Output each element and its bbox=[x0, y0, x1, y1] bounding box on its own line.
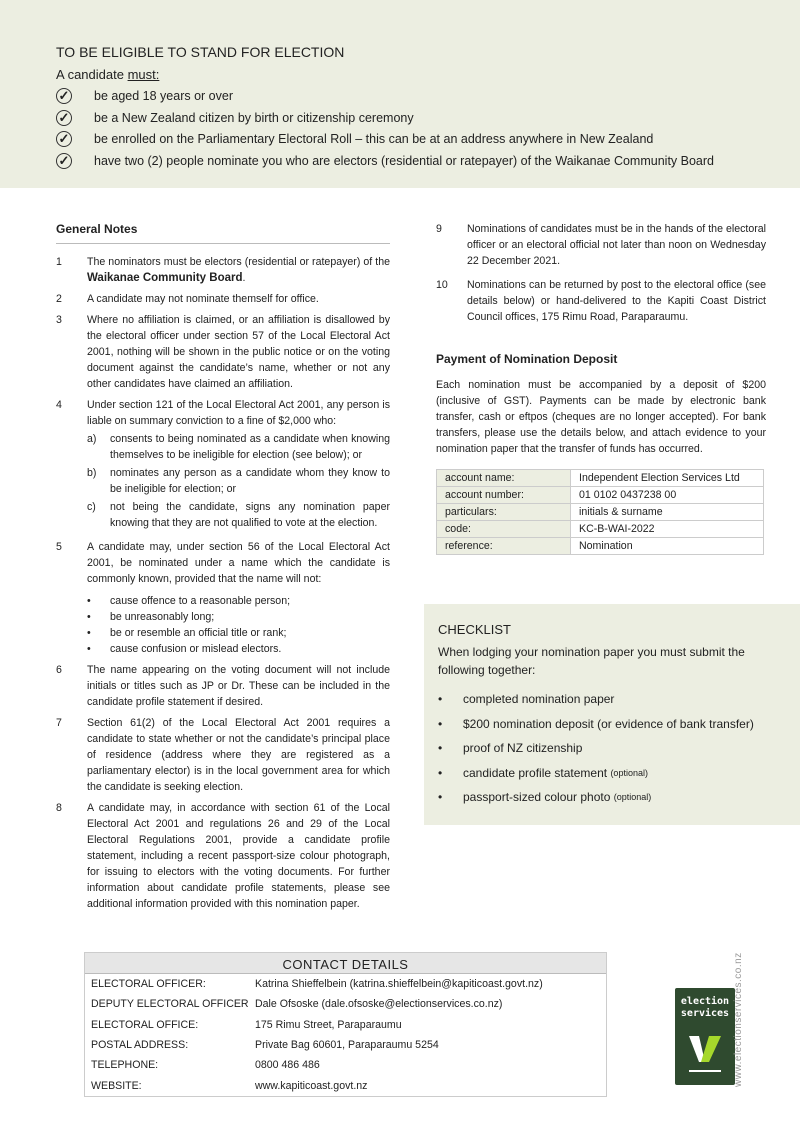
contact-value: 175 Rimu Street, Paraparaumu bbox=[255, 1018, 402, 1031]
bullet-item: cause offence to a reasonable person; bbox=[110, 595, 291, 607]
table-row bbox=[437, 538, 764, 555]
field-label: account number: bbox=[437, 487, 571, 504]
note-text: The nominators must be electors (residential or ratepayer) of the bbox=[87, 256, 390, 268]
general-notes bbox=[56, 221, 390, 917]
contact-row bbox=[85, 1055, 606, 1075]
contact-label: ELECTORAL OFFICE: bbox=[91, 1018, 199, 1031]
requirement-item bbox=[56, 110, 414, 126]
contact-details bbox=[84, 952, 607, 1097]
checklist-box bbox=[424, 604, 800, 825]
item-text: completed nomination paper bbox=[463, 692, 615, 707]
note-9: 9 Nominations of candidates must be in the hands of the electoral officer or an electoral official not later than noon on Wednesday 22 December 2021. bbox=[436, 223, 766, 267]
item-text: passport-sized colour photo bbox=[463, 790, 611, 805]
contact-label: ELECTORAL OFFICER: bbox=[91, 978, 206, 991]
contact-value: Katrina Shieffelbein (katrina.shieffelbein@kapiticoast.govt.nz) bbox=[255, 978, 543, 991]
checklist-item: • proof of NZ citizenship bbox=[438, 741, 583, 756]
contact-value: Private Bag 60601, Paraparaumu 5254 bbox=[255, 1039, 439, 1052]
contact-row bbox=[85, 1015, 606, 1035]
eligibility-intro bbox=[56, 67, 159, 82]
field-label: reference: bbox=[437, 538, 571, 555]
eligibility-section bbox=[0, 0, 800, 188]
contact-row bbox=[85, 994, 606, 1014]
optional-label: (optional) bbox=[610, 767, 648, 778]
table-row bbox=[437, 504, 764, 521]
note-6: 6 The name appearing on the voting document will not include initials or titles such as JP or Dr. These can be included in the candidate profile statement if desired. bbox=[56, 664, 390, 708]
note-4: 4 Under section 121 of the Local Electoral Act 2001, any person is liable on summary conviction to a fine of $2,000 who: a) consents to being nominated as a candidate when knowing themselves to be ineligible for election (see below); or b) nominates any person as a candidate whom they know to be ineligible for election; or c) not being the candidate, signs any nomination paper knowing that they are not qualified to vote at the election. bbox=[56, 399, 390, 529]
note-8: 8 A candidate may, in accordance with section 61 of the Local Electoral Act 2001 and regulations 26 and 29 of the Local Electoral Regulations 2001, provide a candidate profile statement, including a recent passport-size colour photograph, for issuing to electors with the voting documents. For further information about candidate profile statements, please see additional information provided with this nomination paper. bbox=[56, 802, 390, 910]
checklist-item: • $200 nomination deposit (or evidence of bank transfer) bbox=[438, 716, 754, 731]
field-value: KC-B-WAI-2022 bbox=[571, 521, 764, 538]
logo-text: services bbox=[680, 1008, 730, 1019]
bullet-item: be unreasonably long; bbox=[110, 611, 215, 623]
contact-value: 0800 486 486 bbox=[255, 1059, 320, 1072]
bullet-item: cause confusion or mislead electors. bbox=[110, 643, 282, 655]
note-7: 7 Section 61(2) of the Local Electoral Act 2001 requires a candidate to state whether or not the candidate’s principal place of residence (address where they are registered as a parliamentary elector) is in the local government area for which the candidate is seeking election. bbox=[56, 717, 390, 793]
sub-item: not being the candidate, signs any nomination paper knowing that they are not qualified to vote at the election. bbox=[110, 501, 390, 529]
checkmark-icon: ✓ bbox=[56, 110, 72, 126]
optional-label: (optional) bbox=[613, 792, 652, 803]
note-text: Nominations can be returned by post to the electoral office (see details below) or hand-delivered to the Kapiti Coast District Council offices, 175 Rimu Road, Paraparaumu. bbox=[467, 279, 766, 323]
field-label: code: bbox=[437, 521, 571, 538]
note-text: Nominations of candidates must be in the hands of the electoral officer or an electoral official not later than noon on Wednesday 22 December 2021. bbox=[467, 223, 766, 267]
note-2: 2 A candidate may not nominate themself for office. bbox=[56, 291, 390, 307]
checklist-item: • completed nomination paper bbox=[438, 692, 615, 707]
requirement-text: be enrolled on the Parliamentary Electoral Roll – this can be at an address anywhere in New Zealand bbox=[94, 132, 654, 146]
sub-item: consents to being nominated as a candidate when knowing themselves to be ineligible for election (see below); or bbox=[110, 433, 390, 461]
requirement-item bbox=[56, 153, 714, 169]
election-services-logo bbox=[675, 988, 735, 1085]
field-label: account name: bbox=[437, 470, 571, 487]
item-text: candidate profile statement bbox=[463, 765, 608, 780]
item-text: proof of NZ citizenship bbox=[463, 741, 583, 756]
contact-value: www.kapiticoast.govt.nz bbox=[255, 1079, 368, 1092]
eligibility-title: TO BE ELIGIBLE TO STAND FOR ELECTION bbox=[56, 44, 345, 60]
contact-value: Dale Ofsoske (dale.ofsoske@electionservices.co.nz) bbox=[255, 998, 503, 1011]
contact-label: WEBSITE: bbox=[91, 1079, 142, 1092]
requirement-text: be a New Zealand citizen by birth or citizenship ceremony bbox=[94, 111, 414, 125]
payment-text: Each nomination must be accompanied by a deposit of $200 (inclusive of GST). Payments can be made by electronic bank transfer, cash or eftpos (cheques are no longer accepted). For bank transfers, please use the details below, and attach evidence to your nomination paper that the transfer of funds has occurred. bbox=[436, 379, 766, 455]
contact-label: TELEPHONE: bbox=[91, 1059, 159, 1072]
logo-url: www.electionservices.co.nz bbox=[733, 952, 744, 1087]
table-row bbox=[437, 521, 764, 538]
contact-label: DEPUTY ELECTORAL OFFICER bbox=[91, 998, 249, 1011]
checklist-intro: When lodging your nomination paper you must submit the following together: bbox=[438, 645, 745, 677]
intro-text: A candidate bbox=[56, 67, 128, 82]
bank-details-table bbox=[436, 469, 764, 555]
right-column bbox=[436, 221, 766, 555]
field-value: initials & surname bbox=[571, 504, 764, 521]
contact-title: CONTACT DETAILS bbox=[85, 952, 606, 974]
note-5: 5 A candidate may, under section 56 of the Local Electoral Act 2001, be nominated under a name which the candidate is commonly known, provided that the name will not: • cause offence to a reasonable person; • be unreasonably long; • be or resemble an official title or rank; • cause confusion or mislead electors. bbox=[56, 541, 390, 655]
field-value: 01 0102 0437238 00 bbox=[571, 487, 764, 504]
note-text: A candidate may, in accordance with section 61 of the Local Electoral Act 2001 and regulations 26 and 29 of the Local Electoral Regulations 2001, provide a candidate profile statement, including a recent passport-size colour photograph, for issuing to electors with the voting documents. For further information about candidate profile statements, please see additional information provided with this nomination paper. bbox=[87, 802, 390, 910]
checklist-item: • candidate profile statement (optional) bbox=[438, 765, 648, 780]
logo-v-icon bbox=[685, 1032, 725, 1077]
field-value: Nomination bbox=[571, 538, 764, 555]
note-text: A candidate may, under section 56 of the Local Electoral Act 2001, be nominated under a name which the candidate is commonly known, provided that the name will not: bbox=[87, 541, 390, 585]
item-text: $200 nomination deposit (or evidence of bank transfer) bbox=[463, 716, 754, 731]
note-10: 10 Nominations can be returned by post to the electoral office (see details below) or hand-delivered to the Kapiti Coast District Council offices, 175 Rimu Road, Paraparaumu. bbox=[436, 279, 766, 323]
must-text: must: bbox=[127, 67, 160, 82]
note-3: 3 Where no affiliation is claimed, or an affiliation is disallowed by the electoral officer under section 57 of the Local Electoral Act 2001, nothing will be shown in the public notice or on the voting document against the candidate’s name, whether or not any other candidates have claimed an affiliation. bbox=[56, 314, 390, 390]
requirement-text: have two (2) people nominate you who are electors (residential or ratepayer) of the Waikanae Community Board bbox=[94, 154, 714, 168]
field-label: particulars: bbox=[437, 504, 571, 521]
contact-label: POSTAL ADDRESS: bbox=[91, 1039, 189, 1052]
sub-item: nominates any person as a candidate whom they know to be ineligible for election; or bbox=[110, 467, 390, 495]
board-name: Waikanae Community Board bbox=[87, 272, 243, 284]
requirement-item bbox=[56, 88, 233, 104]
note-1: 1 The nominators must be electors (residential or ratepayer) of the Waikanae Community Board. bbox=[56, 256, 390, 284]
checklist-item: • passport-sized colour photo (optional) bbox=[438, 790, 652, 805]
requirement-text: be aged 18 years or over bbox=[94, 89, 233, 103]
logo-text: election bbox=[680, 996, 730, 1007]
table-row bbox=[437, 487, 764, 504]
note-text: Where no affiliation is claimed, or an affiliation is disallowed by the electoral officer under section 57 of the Local Electoral Act 2001, nothing will be shown in the public notice or on the voting document against the candidate’s name, whether or not any other candidates have claimed an affiliation. bbox=[87, 314, 390, 390]
contact-row bbox=[85, 974, 606, 994]
note-text: A candidate may not nominate themself for office. bbox=[87, 293, 319, 305]
field-value: Independent Election Services Ltd bbox=[571, 470, 764, 487]
bullet-item: be or resemble an official title or rank; bbox=[110, 627, 287, 639]
payment-title: Payment of Nomination Deposit bbox=[436, 352, 618, 366]
note-text: Section 61(2) of the Local Electoral Act 2001 requires a candidate to state whether or not the candidate’s principal place of residence (address where they are registered as a parliamentary elector) is in the local government area for which the candidate is seeking election. bbox=[87, 717, 390, 793]
general-notes-title: General Notes bbox=[56, 221, 390, 244]
contact-row bbox=[85, 1075, 606, 1095]
note-text: Under section 121 of the Local Electoral Act 2001, any person is liable on summary conviction to a fine of $2,000 who: bbox=[87, 399, 390, 427]
checkmark-icon: ✓ bbox=[56, 88, 72, 104]
checklist-title: CHECKLIST bbox=[438, 622, 511, 637]
checkmark-icon: ✓ bbox=[56, 153, 72, 169]
note-text: The name appearing on the voting document will not include initials or titles such as JP or Dr. These can be included in the candidate profile statement if desired. bbox=[87, 664, 390, 708]
contact-row bbox=[85, 1035, 606, 1055]
checkmark-icon: ✓ bbox=[56, 131, 72, 147]
table-row bbox=[437, 470, 764, 487]
requirement-item bbox=[56, 131, 653, 147]
